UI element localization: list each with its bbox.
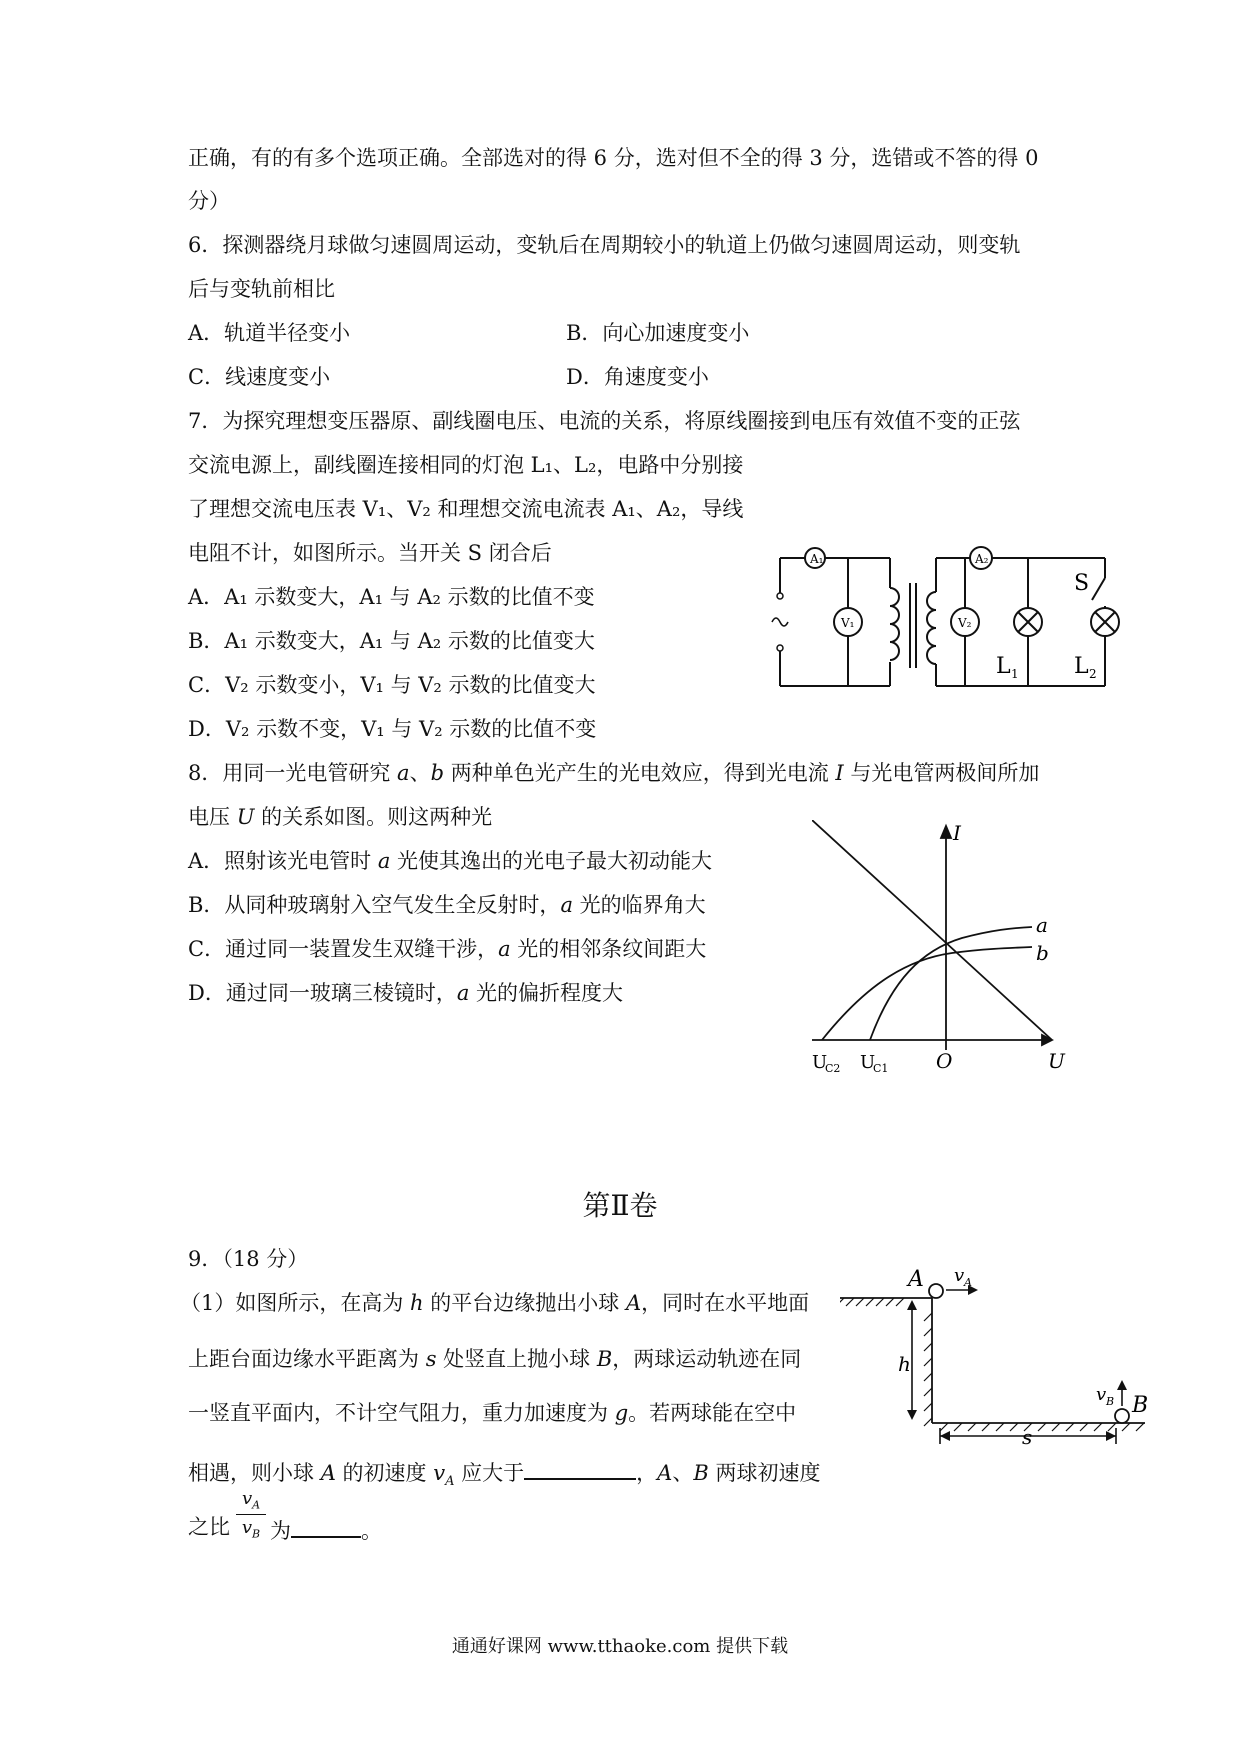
intro-line-2: 分） <box>188 189 230 213</box>
q6-stem-line-2: 后与变轨前相比 <box>188 277 335 301</box>
q7-option-a: A．A₁ 示数变大，A₁ 与 A₂ 示数的比值不变 <box>188 585 595 609</box>
q7-stem-line-3: 了理想交流电压表 V₁、V₂ 和理想交流电流表 A₁、A₂，导线 <box>188 497 744 521</box>
transformer-circuit-diagram <box>760 528 1120 708</box>
q7-stem-line-1: 7．为探究理想变压器原、副线圈电压、电流的关系，将原线圈接到电压有效值不变的正弦 <box>188 409 1021 433</box>
q8-option-d: D．通过同一玻璃三棱镜时，a 光的偏折程度大 <box>188 981 624 1005</box>
lamp-l1-subscript: 1 <box>1011 667 1019 681</box>
uc1-label: U <box>860 1052 876 1073</box>
section-title: 第Ⅱ卷 <box>582 1189 658 1222</box>
q7-option-c: C．V₂ 示数变小，V₁ 与 V₂ 示数的比值变大 <box>188 673 596 697</box>
q8-option-a: A．照射该光电管时 a 光使其逸出的光电子最大初动能大 <box>188 849 713 873</box>
photocurrent-voltage-graph <box>812 820 1072 1080</box>
q9-heading: 9．（18 分） <box>188 1247 309 1271</box>
lamp-l2-label: L <box>1074 654 1089 679</box>
uc1-subscript: C1 <box>873 1062 889 1075</box>
distance-label: s <box>1022 1425 1033 1449</box>
meter-a2-label: A₂ <box>975 552 989 566</box>
velocity-ratio-fraction: $v_A$ $v_B$ <box>236 1488 266 1540</box>
q6-stem-line-1: 6．探测器绕月球做匀速圆周运动，变轨后在周期较小的轨道上仍做匀速圆周运动，则变轨 <box>188 233 1021 257</box>
q9-line-2: 上距台面边缘水平距离为 s 处竖直上抛小球 B，两球运动轨迹在同 <box>188 1347 802 1371</box>
intro-line-1: 正确，有的有多个选项正确。全部选对的得 6 分，选对但不全的得 3 分，选错或不答的得 0 <box>188 146 1039 170</box>
velocity-a-subscript: A <box>964 1276 972 1289</box>
velocity-b-label: v <box>1096 1384 1107 1405</box>
y-axis-label: I <box>953 821 961 845</box>
q8-option-c: C．通过同一装置发生双缝干涉，a 光的相邻条纹间距大 <box>188 937 707 961</box>
switch-label: S <box>1074 571 1090 596</box>
footer: 通通好课网 www.tthaoke.com 提供下载 <box>451 1636 789 1657</box>
q8-option-b: B．从同种玻璃射入空气发生全反射时，a 光的临界角大 <box>188 893 706 917</box>
answer-blank-1[interactable] <box>524 1456 636 1480</box>
velocity-a-label: v <box>954 1268 965 1286</box>
q9-line-3: 一竖直平面内，不计空气阻力，重力加速度为 g。若两球能在空中 <box>188 1401 797 1425</box>
ball-b-label: B <box>1132 1393 1149 1418</box>
q7-option-d: D．V₂ 示数不变，V₁ 与 V₂ 示数的比值不变 <box>188 717 597 741</box>
q8-stem-line-2: 电压 U 的关系如图。则这两种光 <box>188 805 493 829</box>
x-axis-label: U <box>1048 1049 1065 1073</box>
height-label: h <box>898 1352 911 1376</box>
q6-option-d: D．角速度变小 <box>566 365 709 389</box>
lamp-l1-label: L <box>996 654 1011 679</box>
q6-option-b: B．向心加速度变小 <box>566 321 750 345</box>
q9-line-4: 相遇，则小球 A 的初速度 $v_A$ 应大于 ，A、B 两球初速度 <box>188 1456 820 1495</box>
velocity-b-subscript: B <box>1106 1395 1115 1408</box>
q7-stem-line-4: 电阻不计，如图所示。当开关 S 闭合后 <box>188 541 552 565</box>
answer-blank-2[interactable] <box>291 1514 361 1538</box>
curve-b-label: b <box>1036 941 1049 965</box>
meter-v1-label: V₁ <box>841 616 855 630</box>
q9-line-5-prefix: 之比 <box>188 1515 230 1539</box>
q6-option-a: A．轨道半径变小 <box>188 321 351 345</box>
meter-a1-label: A₁ <box>810 552 824 566</box>
projectile-platform-diagram <box>840 1268 1160 1458</box>
q6-option-c: C．线速度变小 <box>188 365 331 389</box>
q7-stem-line-2: 交流电源上，副线圈连接相同的灯泡 L₁、L₂，电路中分别接 <box>188 453 744 477</box>
origin-label: O <box>936 1049 953 1073</box>
meter-v2-label: V₂ <box>958 616 972 630</box>
q8-stem-line-1: 8．用同一光电管研究 a、b 两种单色光产生的光电效应，得到光电流 I 与光电管两极间所加 <box>188 761 1040 785</box>
uc2-subscript: C2 <box>825 1062 841 1075</box>
ball-a-label: A <box>908 1268 924 1292</box>
q9-line-5-suffix: 为 。 <box>270 1514 382 1544</box>
q7-option-b: B．A₁ 示数变大，A₁ 与 A₂ 示数的比值变大 <box>188 629 595 653</box>
uc2-label: U <box>812 1052 828 1073</box>
curve-a-label: a <box>1036 913 1048 937</box>
lamp-l2-subscript: 2 <box>1089 667 1097 681</box>
q9-line-1: （1）如图所示，在高为 h 的平台边缘抛出小球 A，同时在水平地面 <box>180 1291 810 1315</box>
